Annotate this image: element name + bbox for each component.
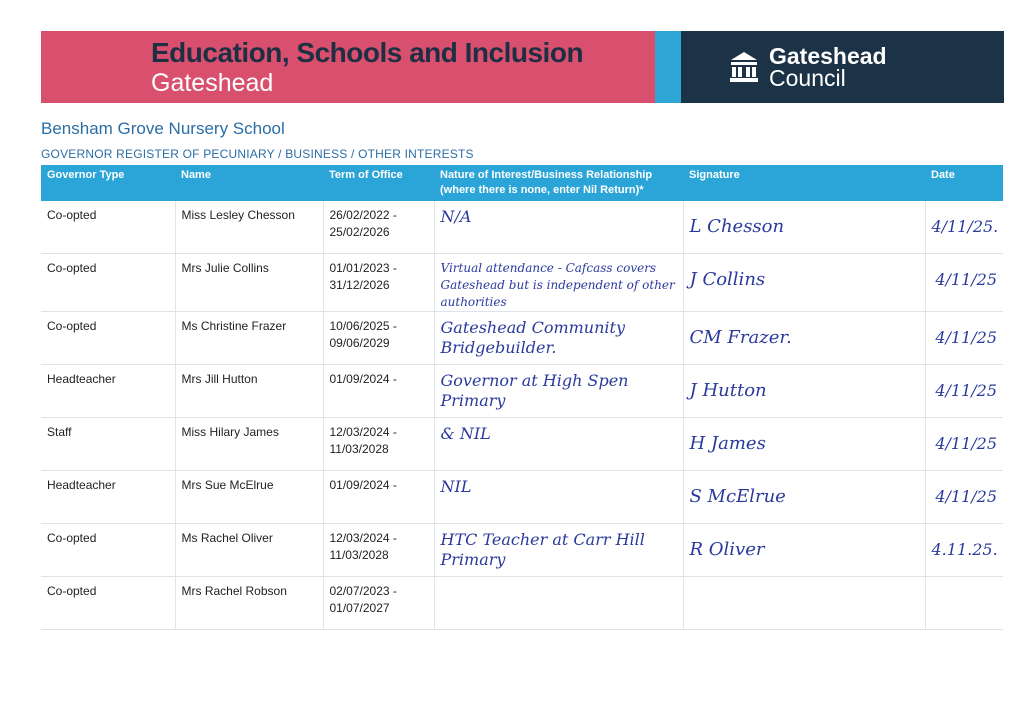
cell-interest (434, 201, 683, 254)
signature: CM Frazer. (689, 327, 792, 348)
term-end: 11/03/2028 (329, 548, 389, 562)
cell-signature (683, 524, 925, 577)
cell-term (323, 418, 434, 471)
cell-governor-type: Co-opted (41, 201, 175, 254)
interest-text: Gateshead Community Bridgebuilder. (440, 318, 625, 357)
term-start: 01/09/2024 - (329, 478, 397, 492)
cell-governor-type: Headteacher (41, 365, 175, 418)
cell-signature (683, 577, 925, 630)
cell-name: Ms Rachel Oliver (175, 524, 323, 577)
date-text: 4/11/25 (935, 270, 997, 289)
council-logo (727, 45, 887, 89)
cell-name: Miss Hilary James (175, 418, 323, 471)
table-row (41, 312, 1003, 365)
cell-date (925, 418, 1003, 471)
cell-governor-type: Co-opted (41, 577, 175, 630)
signature: R Oliver (689, 539, 765, 560)
date-text: 4.11.25. (931, 540, 998, 559)
cell-date (925, 471, 1003, 524)
header-name: Name (175, 165, 323, 201)
cell-interest (434, 471, 683, 524)
term-start: 02/07/2023 - (329, 584, 397, 598)
cell-interest (434, 365, 683, 418)
cell-term (323, 577, 434, 630)
date-text: 4/11/25 (935, 328, 997, 347)
governor-register-table (41, 165, 1003, 630)
header-date: Date (925, 165, 1003, 201)
cell-signature (683, 201, 925, 254)
cell-date (925, 577, 1003, 630)
date-text: 4/11/25. (931, 217, 999, 236)
table-row (41, 254, 1003, 312)
cell-term (323, 365, 434, 418)
cell-date (925, 524, 1003, 577)
table-row (41, 365, 1003, 418)
cell-interest (434, 577, 683, 630)
register-title: GOVERNOR REGISTER OF PECUNIARY / BUSINESS / OTHER INTERESTS (41, 147, 474, 161)
banner-blue-stripe (655, 31, 681, 103)
interest-text: NIL (440, 477, 472, 496)
banner-title: Education, Schools and Inclusion (151, 37, 584, 68)
cell-governor-type: Headteacher (41, 471, 175, 524)
header-interest-line1: Nature of Interest/Business Relationship (440, 169, 653, 181)
signature (690, 583, 919, 593)
cell-term (323, 471, 434, 524)
cell-name: Mrs Sue McElrue (175, 471, 323, 524)
date-text: 4/11/25 (935, 487, 997, 506)
date-text (932, 583, 998, 593)
civic-building-icon (727, 50, 761, 84)
cell-name: Ms Christine Frazer (175, 312, 323, 365)
cell-signature (683, 365, 925, 418)
council-word: Council (769, 65, 846, 91)
interest-text: & NIL (440, 424, 491, 443)
cell-date (925, 365, 1003, 418)
header-signature: Signature (683, 165, 925, 201)
cell-term (323, 312, 434, 365)
interest-text: HTC Teacher at Carr Hill Primary (440, 530, 645, 569)
cell-governor-type: Staff (41, 418, 175, 471)
cell-interest (434, 254, 683, 312)
cell-term (323, 201, 434, 254)
banner-pink-panel (41, 31, 655, 103)
cell-date (925, 312, 1003, 365)
term-start: 10/06/2025 - (329, 319, 397, 333)
table-row (41, 471, 1003, 524)
school-name: Bensham Grove Nursery School (41, 119, 285, 138)
header-banner (41, 31, 1004, 103)
banner-subtitle: Gateshead (151, 69, 274, 97)
cell-name: Mrs Jill Hutton (175, 365, 323, 418)
term-end: 09/06/2029 (329, 336, 390, 350)
cell-governor-type: Co-opted (41, 254, 175, 312)
term-start: 01/01/2023 - (329, 261, 397, 275)
date-text: 4/11/25 (935, 434, 997, 453)
cell-signature (683, 312, 925, 365)
term-end: 31/12/2026 (329, 278, 390, 292)
cell-date (925, 254, 1003, 312)
cell-signature (683, 418, 925, 471)
table-row (41, 524, 1003, 577)
cell-interest (434, 312, 683, 365)
cell-interest (434, 418, 683, 471)
term-end: 11/03/2028 (329, 442, 389, 456)
term-start: 26/02/2022 - (329, 208, 397, 222)
term-end: 25/02/2026 (329, 225, 390, 239)
cell-term (323, 254, 434, 312)
signature: J Collins (689, 269, 766, 290)
cell-governor-type: Co-opted (41, 524, 175, 577)
header-interest-line2: (where there is none, enter Nil Return)* (440, 184, 644, 196)
signature: J Hutton (689, 380, 767, 401)
cell-name: Mrs Rachel Robson (175, 577, 323, 630)
cell-name: Mrs Julie Collins (175, 254, 323, 312)
term-start: 12/03/2024 - (329, 425, 397, 439)
date-text: 4/11/25 (935, 381, 997, 400)
interest-text: N/A (440, 207, 472, 226)
table-header-row (41, 165, 1003, 201)
term-end: 01/07/2027 (329, 601, 390, 615)
header-term: Term of Office (323, 165, 434, 201)
cell-interest (434, 524, 683, 577)
signature: H James (689, 433, 766, 454)
cell-date (925, 201, 1003, 254)
council-name: Gateshead (769, 43, 887, 69)
cell-term (323, 524, 434, 577)
cell-signature (683, 471, 925, 524)
banner-navy-panel (681, 31, 1004, 103)
table-row (41, 418, 1003, 471)
interest-text: Governor at High Spen Primary (440, 371, 629, 410)
header-interest (434, 165, 683, 201)
interest-text: Virtual attendance - Cafcass covers Gateshead but is independent of other authorities (440, 261, 675, 309)
header-governor-type: Governor Type (41, 165, 175, 201)
term-start: 01/09/2024 - (329, 372, 397, 386)
table-row (41, 201, 1003, 254)
term-start: 12/03/2024 - (329, 531, 397, 545)
table-row (41, 577, 1003, 630)
cell-signature (683, 254, 925, 312)
cell-governor-type: Co-opted (41, 312, 175, 365)
signature: S McElrue (689, 486, 786, 507)
cell-name: Miss Lesley Chesson (175, 201, 323, 254)
signature: L Chesson (689, 216, 785, 237)
